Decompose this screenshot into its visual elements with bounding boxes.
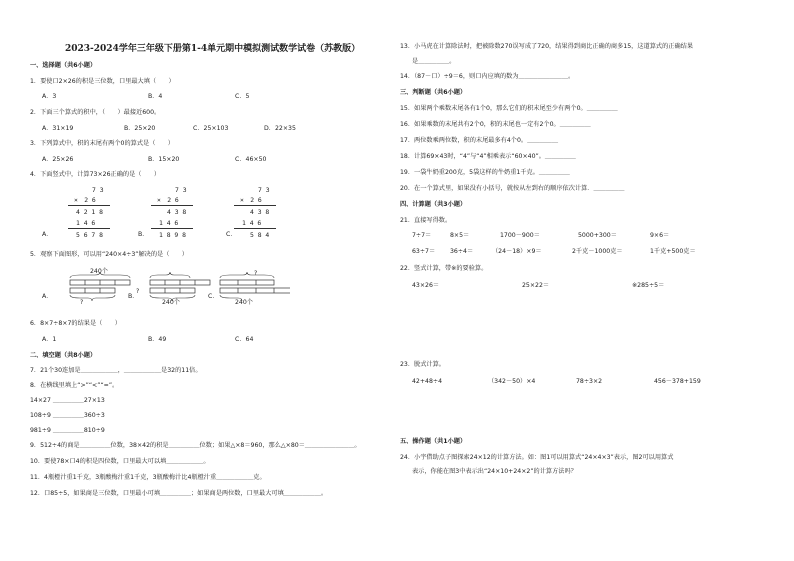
section-choice: 一、选择题（共6小题） <box>30 62 97 69</box>
q21-item: 2千克－1000克＝ <box>572 248 623 255</box>
calc-line: 1 4 6 <box>76 219 96 227</box>
q6-option-b: B．49 <box>148 336 167 343</box>
question-2: 2．下面三个算式的积中，（ ）最接近600。 <box>30 109 161 116</box>
q5-c-qmark: ? <box>254 270 258 277</box>
q5-a-qmark: ? <box>80 299 84 306</box>
page-title: 2023-2024学年三年级下册第1-4单元期中模拟测试数学试卷（苏教版） <box>65 44 361 54</box>
q3-option-c: C．46×50 <box>235 156 267 163</box>
q21-item: 63÷7＝ <box>412 248 436 255</box>
q5-a-label: 240个 <box>90 268 108 275</box>
q21-item: 36÷4＝ <box>450 248 474 255</box>
q21-item: （24－18）×9＝ <box>492 248 542 255</box>
q8-row-3: 981÷9 ＿＿＿＿＿810÷9 <box>30 427 105 434</box>
q23-item: （342－50）×4 <box>488 378 536 385</box>
q23-item: 456－378+159 <box>654 378 701 385</box>
question-4: 4．下面竖式中，计算73×26正确的是（ ） <box>30 171 161 178</box>
bar-a2 <box>70 288 115 293</box>
bar-b2 <box>150 288 195 293</box>
brace <box>220 272 274 278</box>
calc-rule <box>234 205 276 206</box>
calc-rule <box>68 228 110 229</box>
question-6: 6．8×7÷8×7的结果是（ ） <box>30 320 121 327</box>
q1-option-b: B．4 <box>148 93 163 100</box>
q8-row-2: 108÷9 ＿＿＿＿＿360÷3 <box>30 412 105 419</box>
section-fill: 二、填空题（共8小题） <box>30 352 97 359</box>
question-19: 19．一袋牛奶重200克，5袋这样的牛奶重1千克。＿＿＿＿＿ <box>400 169 570 176</box>
brace <box>150 295 195 301</box>
q3-option-a: A．25×26 <box>42 156 74 163</box>
q23-item: 78÷3×2 <box>576 378 603 385</box>
calc-line: 5 6 7 8 <box>76 231 103 239</box>
q5-option-a: A． <box>42 293 53 300</box>
calc-line: 1 4 6 <box>159 219 179 227</box>
q5-b-qmark: ? <box>136 288 140 295</box>
calc-line: 1 8 9 8 <box>159 231 186 239</box>
q1-option-a: A．3 <box>42 93 57 100</box>
q21-item: 5000+300＝ <box>578 232 617 239</box>
question-8: 8．在横线里填上“>”“<”“=”。 <box>30 382 119 389</box>
q5-c-label: 240个 <box>235 299 253 306</box>
calc-line: 1 4 6 <box>242 219 262 227</box>
brace <box>70 295 115 301</box>
section-operate: 五、操作题（共1小题） <box>400 438 467 445</box>
bar-c1 <box>220 280 274 285</box>
question-13: 13．小马虎在计算除法时，把被除数270误写成了720，结果得到商比正确的商多15，这道算式的正确结果 <box>400 43 694 50</box>
calc-line: × 2 6 <box>157 196 179 204</box>
question-21: 21．直接写得数。 <box>400 217 452 224</box>
q23-item: 42+48÷4 <box>412 378 443 385</box>
q4-option-b: B． <box>138 231 149 238</box>
question-15: 15．如果两个乘数末尾各有1个0，那么它们的积末尾至少有两个0。＿＿＿＿＿ <box>400 105 618 112</box>
question-11: 11．4瓶橙汁重1千克，3瓶酸梅汁重1千克，3瓶酸梅汁比4瓶橙汁重＿＿＿＿＿＿克。 <box>30 474 266 481</box>
calc-rule <box>151 205 193 206</box>
q2-option-b: B．25×20 <box>124 125 156 132</box>
brace <box>220 295 242 301</box>
q4-option-a: A． <box>42 231 53 238</box>
question-22: 22．竖式计算，带※的要验算。 <box>400 265 488 272</box>
bar-c2 <box>220 288 290 293</box>
q6-option-c: C．64 <box>235 336 254 343</box>
question-20: 20．在一个算式里，如果没有小括号，就按从左到右的顺序依次计算．＿＿＿＿＿ <box>400 185 625 192</box>
q21-item: 8×5＝ <box>450 232 470 239</box>
calc-line: 7 3 <box>175 186 187 194</box>
q2-option-d: D．22×35 <box>264 125 296 132</box>
q1-option-c: C．5 <box>235 93 250 100</box>
calc-line: 5 8 4 <box>250 231 270 239</box>
q22-item: 25×22＝ <box>522 282 550 289</box>
q5-b-label: 240个 <box>162 299 180 306</box>
question-10: 10．要使78×口4的积是四位数，口里最大可以填＿＿＿＿＿＿。 <box>30 458 210 465</box>
question-16: 16．如果乘数的末尾共有2个0，积的末尾也一定有2个0。＿＿＿＿＿ <box>400 121 591 128</box>
question-17: 17．两位数乘两位数，积的末尾最多有4个0。＿＿＿＿＿ <box>400 137 559 144</box>
q6-option-a: A．1 <box>42 336 57 343</box>
brace <box>150 272 190 278</box>
q2-option-c: C．25×103 <box>193 125 229 132</box>
bar-b1 <box>150 280 210 285</box>
question-9: 9．512÷4的商是＿＿＿＿＿位数，38×42的积是＿＿＿＿＿位数；如果△×8＝960，那么△×80＝＿＿＿＿＿＿＿＿。 <box>30 442 361 449</box>
calc-line: 4 2 1 8 <box>76 208 103 216</box>
calc-rule <box>234 228 276 229</box>
calc-line: × 2 6 <box>240 196 262 204</box>
section-compute: 四、计算题（共3小题） <box>400 201 467 208</box>
bar-a1 <box>70 280 130 285</box>
calc-line: 7 3 <box>258 186 270 194</box>
section-judge: 三、判断题（共6小题） <box>400 89 467 96</box>
question-23: 23．脱式计算。 <box>400 361 445 368</box>
q5-diagrams <box>30 270 290 310</box>
question-3: 3．下列算式中，积的末尾有两个0的算式是（ ） <box>30 140 174 147</box>
calc-line: 7 3 <box>92 186 104 194</box>
question-24: 24．小宇借助点子图探索24×12的计算方法。如：图1可以用算式“24×4×3”表示，图2可以用算式 <box>400 454 674 461</box>
question-24-cont: 表示，你能在图3中表示出“24×10+24×2”的计算方法吗？ <box>412 468 577 475</box>
q2-option-a: A．31×19 <box>42 125 74 132</box>
brace <box>70 272 130 278</box>
calc-rule <box>151 228 193 229</box>
q3-option-b: B．15×20 <box>148 156 180 163</box>
calc-line: × 2 6 <box>74 196 96 204</box>
question-1: 1．要使口2×26的积是三位数，口里最大填（ ） <box>30 78 175 85</box>
question-7: 7．21个30连加是＿＿＿＿＿＿，＿＿＿＿＿＿是32的11倍。 <box>30 367 202 374</box>
q22-item: ※285÷5＝ <box>632 282 665 289</box>
q21-item: 9×6＝ <box>650 232 670 239</box>
q4-option-c: C． <box>226 231 237 238</box>
question-12: 12．口85÷5，如果商是三位数，口里最小可填＿＿＿＿＿；如果商是两位数，口里最大可填＿＿＿＿＿＿。 <box>30 490 328 497</box>
question-14: 14．（87－口）÷9＝6，则口内应填的数为＿＿＿＿＿＿＿＿。 <box>400 73 575 80</box>
q21-item: 7÷7＝ <box>412 232 432 239</box>
q5-option-b: B． <box>128 293 139 300</box>
question-13-cont: 是＿＿＿＿＿。 <box>412 58 456 65</box>
question-5: 5．观察下面图形，可以用“240×4÷3”解决的是（ ） <box>30 251 188 258</box>
q8-row-1: 14×27 ＿＿＿＿＿27×13 <box>30 397 105 404</box>
q21-item: 1千克+500克＝ <box>650 248 696 255</box>
question-18: 18．计算69×43时，“4”与“4”相乘表示“60×40”。＿＿＿＿＿ <box>400 153 576 160</box>
calc-line: 4 3 8 <box>167 208 187 216</box>
q5-option-c: C． <box>208 293 219 300</box>
q21-item: 1700－900＝ <box>500 232 540 239</box>
calc-line: 4 3 8 <box>250 208 270 216</box>
q22-item: 43×26＝ <box>412 282 440 289</box>
calc-rule <box>68 205 110 206</box>
